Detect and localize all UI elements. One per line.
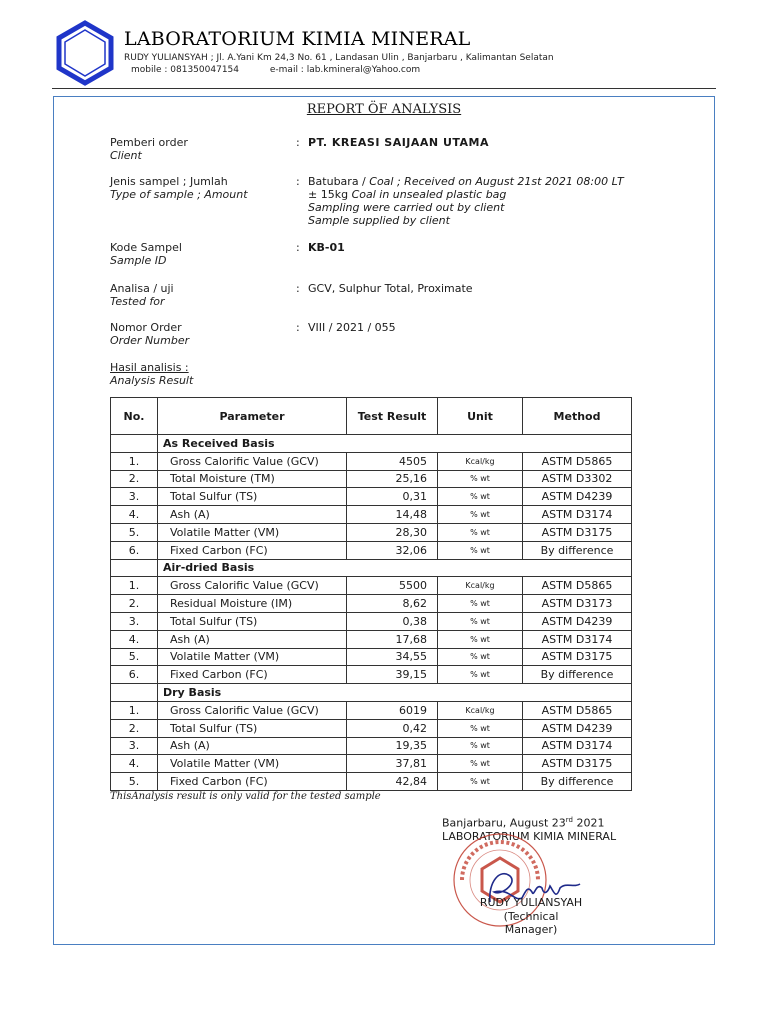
row-parameter: Ash (A) xyxy=(158,737,347,755)
row-unit: % wt xyxy=(438,595,523,613)
header-no: No. xyxy=(111,398,158,435)
row-number: 2. xyxy=(111,719,158,737)
row-unit: Kcal/kg xyxy=(438,701,523,719)
row-parameter: Fixed Carbon (FC) xyxy=(158,541,347,559)
table-row xyxy=(111,452,632,470)
group-title: As Received Basis xyxy=(158,435,632,453)
row-test-result: 42,84 xyxy=(347,773,438,791)
group-title: Air-dried Basis xyxy=(158,559,632,577)
row-test-result: 8,62 xyxy=(347,595,438,613)
sample-type-value: Batubara / Coal ; Received on August 21st 2021 08:00 LT ± 15kg Coal in unsealed plastic bag Sampling were carried out by client Sample supplied by client xyxy=(308,175,624,227)
row-number: 2. xyxy=(111,470,158,488)
row-parameter: Total Sulfur (TS) xyxy=(158,612,347,630)
table-row xyxy=(111,523,632,541)
row-unit: % wt xyxy=(438,648,523,666)
row-unit: % wt xyxy=(438,666,523,684)
table-row xyxy=(111,648,632,666)
row-method: ASTM D3174 xyxy=(523,737,632,755)
row-number: 1. xyxy=(111,577,158,595)
row-test-result: 4505 xyxy=(347,452,438,470)
row-parameter: Ash (A) xyxy=(158,506,347,524)
row-parameter: Total Sulfur (TS) xyxy=(158,719,347,737)
lab-mobile: mobile : 081350047154 xyxy=(131,65,239,75)
row-method: ASTM D3175 xyxy=(523,523,632,541)
row-method: By difference xyxy=(523,773,632,791)
lab-logo-icon xyxy=(52,20,118,86)
row-number: 4. xyxy=(111,755,158,773)
sign-lab-name: LABORATORIUM KIMIA MINERAL xyxy=(442,830,617,843)
order-number-label: Nomor Order Order Number xyxy=(110,321,190,347)
results-body xyxy=(111,435,632,791)
row-test-result: 25,16 xyxy=(347,470,438,488)
header-method: Method xyxy=(523,398,632,435)
client-value: PT. KREASI SAIJAAN UTAMA xyxy=(308,136,490,149)
tested-for-label: Analisa / uji Tested for xyxy=(110,282,174,308)
order-number-value: VIII / 2021 / 055 xyxy=(308,321,396,334)
row-test-result: 14,48 xyxy=(347,506,438,524)
row-method: ASTM D5865 xyxy=(523,577,632,595)
row-unit: % wt xyxy=(438,737,523,755)
row-parameter: Total Sulfur (TS) xyxy=(158,488,347,506)
table-row xyxy=(111,666,632,684)
group-row xyxy=(111,435,632,453)
table-header-row xyxy=(111,398,632,435)
row-test-result: 37,81 xyxy=(347,755,438,773)
row-method: ASTM D3175 xyxy=(523,648,632,666)
row-number: 5. xyxy=(111,648,158,666)
row-parameter: Volatile Matter (VM) xyxy=(158,648,347,666)
colon: : xyxy=(296,321,300,334)
group-title: Dry Basis xyxy=(158,684,632,702)
row-unit: % wt xyxy=(438,612,523,630)
group-row xyxy=(111,559,632,577)
row-number: 5. xyxy=(111,523,158,541)
row-method: ASTM D3174 xyxy=(523,506,632,524)
row-number: 1. xyxy=(111,701,158,719)
row-number: 3. xyxy=(111,612,158,630)
row-parameter: Ash (A) xyxy=(158,630,347,648)
row-method: By difference xyxy=(523,666,632,684)
table-row xyxy=(111,773,632,791)
row-unit: % wt xyxy=(438,541,523,559)
row-test-result: 0,38 xyxy=(347,612,438,630)
row-method: ASTM D3175 xyxy=(523,755,632,773)
table-row xyxy=(111,488,632,506)
group-spacer xyxy=(111,684,158,702)
lab-contact xyxy=(131,65,448,75)
results-table xyxy=(110,397,632,791)
row-parameter: Residual Moisture (IM) xyxy=(158,595,347,613)
validity-note: ThisAnalysis result is only valid for the tested sample xyxy=(110,791,381,802)
row-unit: Kcal/kg xyxy=(438,577,523,595)
row-parameter: Fixed Carbon (FC) xyxy=(158,666,347,684)
row-test-result: 0,31 xyxy=(347,488,438,506)
row-method: ASTM D4239 xyxy=(523,488,632,506)
row-unit: % wt xyxy=(438,719,523,737)
table-row xyxy=(111,470,632,488)
row-unit: Kcal/kg xyxy=(438,452,523,470)
lab-email: e-mail : lab.kmineral@Yahoo.com xyxy=(269,65,421,75)
group-spacer xyxy=(111,435,158,453)
row-unit: % wt xyxy=(438,630,523,648)
row-method: ASTM D4239 xyxy=(523,612,632,630)
row-unit: % wt xyxy=(438,523,523,541)
table-row xyxy=(111,737,632,755)
row-method: ASTM D5865 xyxy=(523,452,632,470)
header-divider xyxy=(52,88,716,89)
table-row xyxy=(111,701,632,719)
row-test-result: 32,06 xyxy=(347,541,438,559)
header-unit: Unit xyxy=(438,398,523,435)
row-test-result: 39,15 xyxy=(347,666,438,684)
sample-type-label: Jenis sampel ; Jumlah Type of sample ; Amount xyxy=(110,175,248,201)
sample-id-value: KB-01 xyxy=(308,241,345,254)
colon: : xyxy=(296,175,300,188)
row-unit: % wt xyxy=(438,506,523,524)
table-row xyxy=(111,719,632,737)
colon: : xyxy=(296,136,300,149)
row-number: 6. xyxy=(111,666,158,684)
row-method: ASTM D3302 xyxy=(523,470,632,488)
row-number: 3. xyxy=(111,488,158,506)
row-method: By difference xyxy=(523,541,632,559)
row-number: 1. xyxy=(111,452,158,470)
row-method: ASTM D3173 xyxy=(523,595,632,613)
lab-name: LABORATORIUM KIMIA MINERAL xyxy=(124,28,471,50)
table-row xyxy=(111,506,632,524)
sign-place-date: Banjarbaru, August 23rd 2021 xyxy=(442,816,605,830)
tested-for-value: GCV, Sulphur Total, Proximate xyxy=(308,282,473,295)
row-test-result: 0,42 xyxy=(347,719,438,737)
table-row xyxy=(111,612,632,630)
colon: : xyxy=(296,241,300,254)
row-parameter: Gross Calorific Value (GCV) xyxy=(158,701,347,719)
row-parameter: Total Moisture (TM) xyxy=(158,470,347,488)
row-test-result: 5500 xyxy=(347,577,438,595)
row-number: 2. xyxy=(111,595,158,613)
header-test-result: Test Result xyxy=(347,398,438,435)
row-test-result: 28,30 xyxy=(347,523,438,541)
group-spacer xyxy=(111,559,158,577)
row-unit: % wt xyxy=(438,470,523,488)
row-test-result: 6019 xyxy=(347,701,438,719)
row-unit: % wt xyxy=(438,488,523,506)
analysis-result-label: Hasil analisis : Analysis Result xyxy=(110,361,194,387)
group-row xyxy=(111,684,632,702)
table-row xyxy=(111,630,632,648)
row-test-result: 17,68 xyxy=(347,630,438,648)
row-number: 4. xyxy=(111,506,158,524)
table-row xyxy=(111,541,632,559)
row-test-result: 34,55 xyxy=(347,648,438,666)
report-title: REPORT ÖF ANALYSIS xyxy=(306,102,462,117)
header-parameter: Parameter xyxy=(158,398,347,435)
row-unit: % wt xyxy=(438,755,523,773)
row-unit: % wt xyxy=(438,773,523,791)
colon: : xyxy=(296,282,300,295)
row-parameter: Volatile Matter (VM) xyxy=(158,523,347,541)
signatory-name: RUDY YULIANSYAH xyxy=(479,896,583,909)
table-row xyxy=(111,595,632,613)
sample-id-label: Kode Sampel Sample ID xyxy=(110,241,182,267)
row-method: ASTM D3174 xyxy=(523,630,632,648)
row-test-result: 19,35 xyxy=(347,737,438,755)
row-number: 4. xyxy=(111,630,158,648)
client-label: Pemberi order Client xyxy=(110,136,188,162)
table-row xyxy=(111,755,632,773)
lab-address: RUDY YULIANSYAH ; Jl. A.Yani Km 24,3 No. 61 , Landasan Ulin , Banjarbaru , Kalimantan Selatan xyxy=(124,53,554,63)
table-row xyxy=(111,577,632,595)
row-parameter: Fixed Carbon (FC) xyxy=(158,773,347,791)
row-method: ASTM D4239 xyxy=(523,719,632,737)
row-method: ASTM D5865 xyxy=(523,701,632,719)
row-number: 5. xyxy=(111,773,158,791)
row-number: 6. xyxy=(111,541,158,559)
row-parameter: Gross Calorific Value (GCV) xyxy=(158,577,347,595)
signatory-role: (Technical Manager) xyxy=(503,910,559,936)
row-number: 3. xyxy=(111,737,158,755)
row-parameter: Volatile Matter (VM) xyxy=(158,755,347,773)
row-parameter: Gross Calorific Value (GCV) xyxy=(158,452,347,470)
